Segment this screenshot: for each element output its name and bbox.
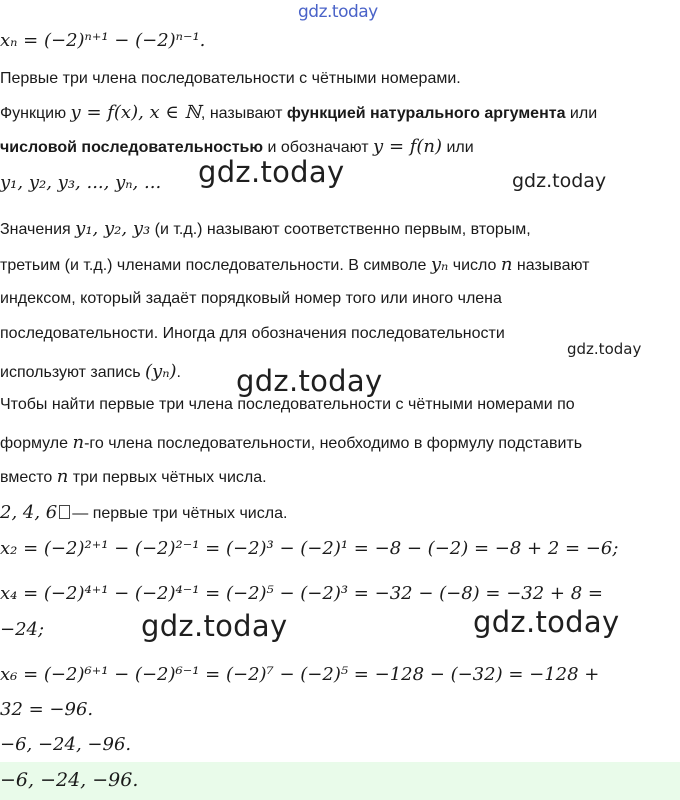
watermark: gdz.today (567, 340, 642, 358)
task-title: Первые три члена последовательности с чётными номерами. (0, 70, 461, 87)
watermark: gdz.today (512, 170, 607, 192)
calc-result: −6, −24, −96. (0, 734, 132, 755)
theory-line-1: Функцию y = f(x), x ∈ ℕ, называют функцией натурального аргумента или (0, 102, 598, 123)
method-line-3: вместо n три первых чётных числа. (0, 466, 267, 487)
watermark-top: gdz.today (298, 2, 378, 22)
math-expression: n (72, 432, 85, 453)
watermark: gdz.today (198, 155, 345, 189)
term-natural-argument: функцией натурального аргумента (286, 105, 566, 122)
method-line-1: Чтобы найти первые три члена последовательности с чётными номерами по (0, 396, 575, 413)
math-expression: y = f(x), x ∈ ℕ (70, 102, 201, 123)
calc-x6-line-1: x₆ = (−2)⁶⁺¹ − (−2)⁶⁻¹ = (−2)⁷ − (−2)⁵ = −128 − (−32) = −128 + (0, 664, 600, 685)
math-expression: yₙ (430, 254, 449, 275)
math-expression: 2, 4, 6 (0, 502, 58, 523)
theory-line-3: y₁, y₂, y₃, ..., yₙ, ... (0, 172, 162, 193)
theory-line-5: третьим (и т.д.) членами последовательности. В символе yₙ число n называют (0, 254, 590, 275)
calc-x4-line-1: x₄ = (−2)⁴⁺¹ − (−2)⁴⁻¹ = (−2)⁵ − (−2)³ = −32 − (−8) = −32 + 8 = (0, 583, 603, 604)
calc-x6-line-2: 32 = −96. (0, 699, 94, 720)
watermark: gdz.today (236, 364, 383, 398)
watermark: gdz.today (141, 609, 288, 643)
sequence-formula: xₙ = (−2)ⁿ⁺¹ − (−2)ⁿ⁻¹. (0, 30, 206, 51)
math-expression: y₁, y₂, y₃ (75, 218, 151, 239)
theory-line-7: последовательности. Иногда для обозначения последовательности (0, 325, 505, 342)
method-line-2: формуле n-го члена последовательности, необходимо в формулу подставить (0, 432, 583, 453)
calc-x4-line-2: −24; (0, 619, 45, 640)
math-expression: n (500, 254, 513, 275)
term-number-sequence: числовой последовательностью (0, 139, 264, 156)
theory-line-2: числовой последовательностью и обозначают y = f(n) или (0, 136, 474, 157)
math-expression: (yₙ) (145, 361, 177, 382)
watermark: gdz.today (473, 605, 620, 639)
theory-line-6: индексом, который задаёт порядковый номер того или иного члена (0, 290, 502, 307)
answer-text: −6, −24, −96. (0, 769, 139, 791)
calc-x2: x₂ = (−2)²⁺¹ − (−2)²⁻¹ = (−2)³ − (−2)¹ = −8 − (−2) = −8 + 2 = −6; (0, 538, 619, 559)
even-numbers-line: 2, 4, 6 — первые три чётных числа. (0, 502, 288, 523)
theory-line-8: используют запись (yₙ). (0, 361, 181, 382)
math-expression: n (56, 466, 69, 487)
theory-line-4: Значения y₁, y₂, y₃ (и т.д.) называют соответственно первым, вторым, (0, 218, 531, 239)
answer-box (0, 762, 680, 800)
missing-glyph-box (59, 505, 70, 519)
math-expression: y = f(n) (373, 136, 443, 157)
